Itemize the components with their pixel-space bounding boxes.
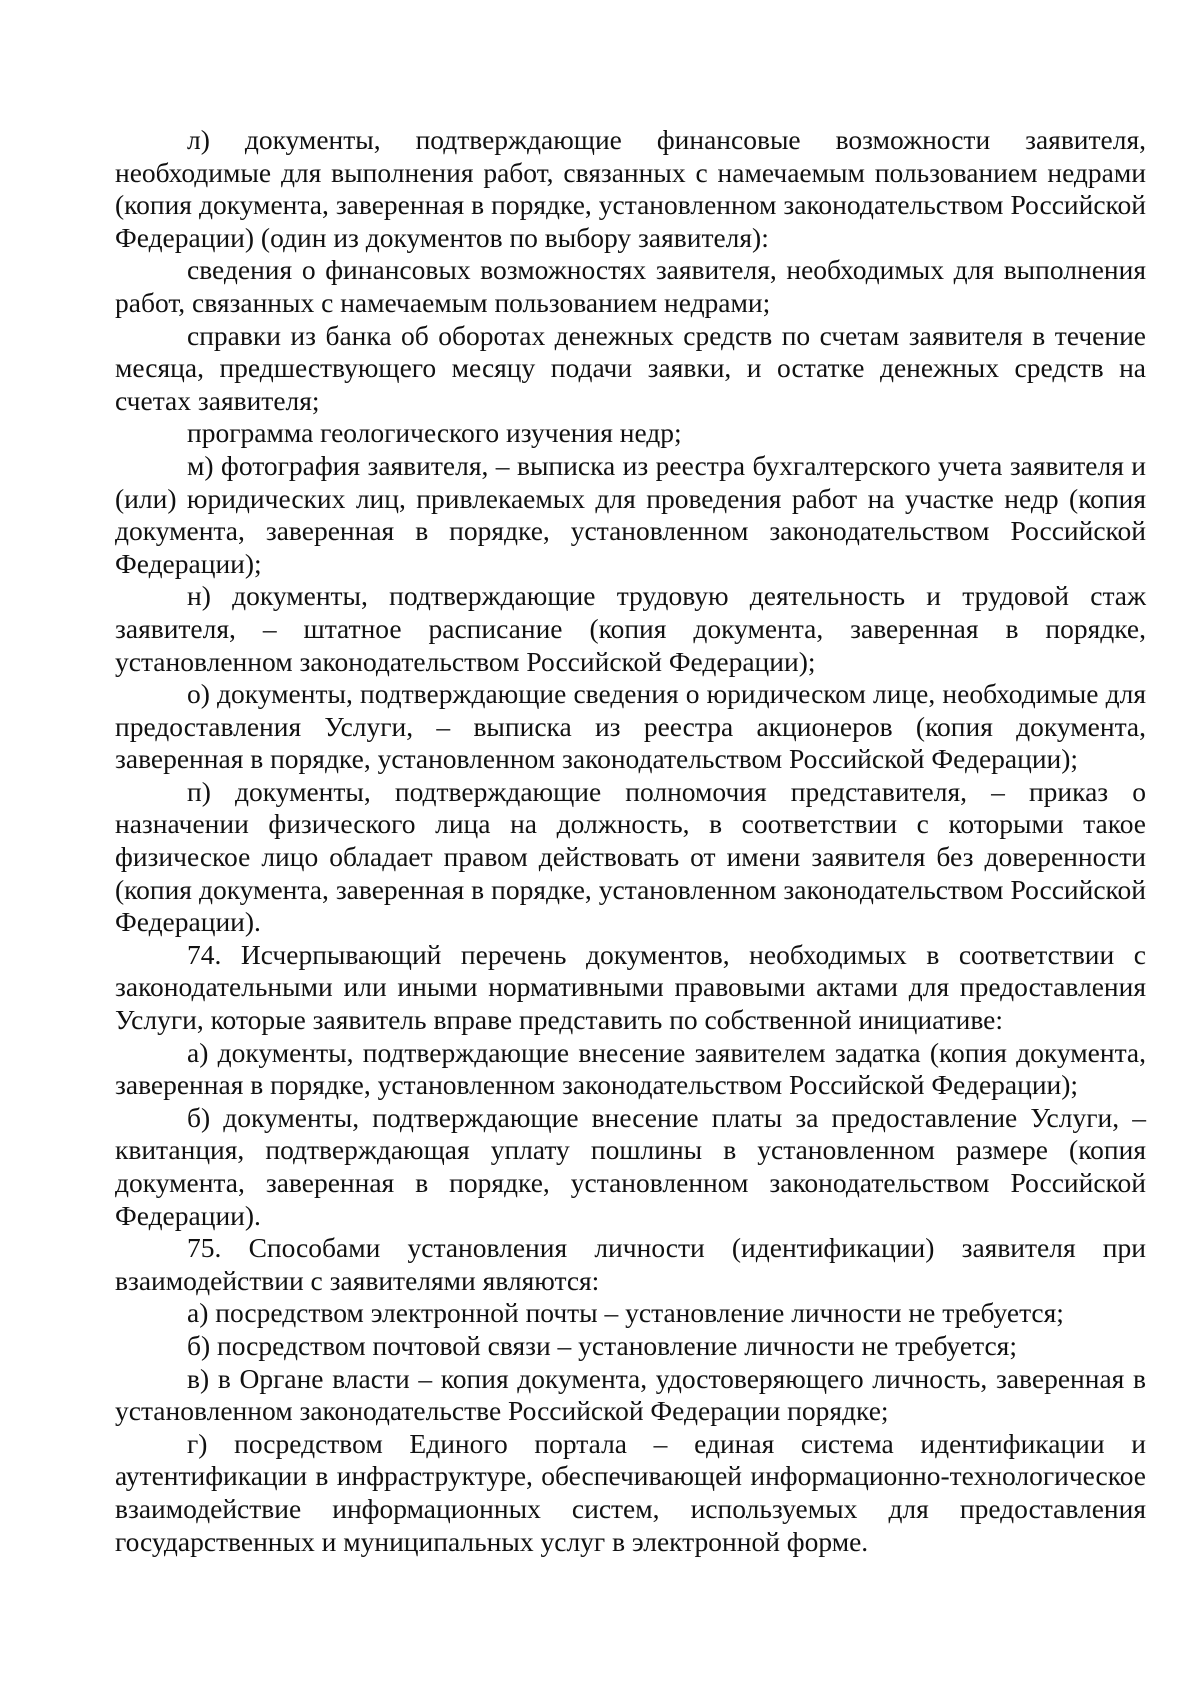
paragraph-g-portal: г) посредством Единого портала – единая система идентификации и аутентификации в инфраструктуре, обеспечивающей информационно-технологическое взаимодействие информационных систем, используемых для предоставления государственных и муниципальных услуг в электронной форме.	[115, 1427, 1146, 1557]
paragraph-l-financial-documents: л) документы, подтверждающие финансовые возможности заявителя, необходимые для выполнения работ, связанных с намечаемым пользованием недрами (копия документа, заверенная в порядке, установленном законодательством Российской Федерации) (один из документов по выбору заявителя):	[115, 124, 1146, 253]
paragraph-b-post: б) посредством почтовой связи – установление личности не требуется;	[187, 1329, 1017, 1361]
paragraph-v-authority-office: в) в Органе власти – копия документа, удостоверяющего личность, заверенная в установленном законодательстве Российской Федерации порядке;	[115, 1362, 1146, 1427]
paragraph-n-labor: н) документы, подтверждающие трудовую деятельность и трудовой стаж заявителя, – штатное расписание (копия документа, заверенная в порядке, установленном законодательством Российской Федерации);	[115, 580, 1146, 677]
document-body	[115, 124, 1146, 1558]
paragraph-p-authority: п) документы, подтверждающие полномочия представителя, – приказ о назначении физического лица на должность, в соответствии с которыми такое физическое лицо обладает правом действовать от имени заявителя без доверенности (копия документа, заверенная в порядке, установленном законодательством Российской Федерации).	[115, 775, 1146, 938]
paragraph-75-identification: 75. Способами установления личности (идентификации) заявителя при взаимодействии с заявителями являются:	[115, 1232, 1146, 1296]
paragraph-a-email: а) посредством электронной почты – установление личности не требуется;	[187, 1297, 1064, 1329]
paragraph-o-legal-entity: о) документы, подтверждающие сведения о юридическом лице, необходимые для предоставления Услуги, – выписка из реестра акционеров (копия документа, заверенная в порядке, установленном законодательством Российской Федерации);	[115, 678, 1146, 775]
paragraph-financial-info: сведения о финансовых возможностях заявителя, необходимых для выполнения работ, связанных с намечаемым пользованием недрами;	[115, 254, 1146, 318]
paragraph-geology-program: программа геологического изучения недр;	[187, 417, 682, 449]
paragraph-74-list: 74. Исчерпывающий перечень документов, необходимых в соответствии с законодательными или иными нормативными правовыми актами для предоставления Услуги, которые заявитель вправе представить по собственной инициативе:	[115, 938, 1146, 1036]
paragraph-bank-statements: справки из банка об оборотах денежных средств по счетам заявителя в течение месяца, предшествующего месяцу подачи заявки, и остатке денежных средств на счетах заявителя;	[115, 319, 1146, 416]
paragraph-m-photo: м) фотография заявителя, – выписка из реестра бухгалтерского учета заявителя и (или) юридических лиц, привлекаемых для проведения работ на участке недр (копия документа, заверенная в порядке, установленном законодательством Российской Федерации);	[115, 449, 1146, 579]
paragraph-a-deposit: а) документы, подтверждающие внесение заявителем задатка (копия документа, заверенная в порядке, установленном законодательством Российской Федерации);	[115, 1036, 1146, 1101]
paragraph-b-fee: б) документы, подтверждающие внесение платы за предоставление Услуги, – квитанция, подтверждающая уплату пошлины в установленном размере (копия документа, заверенная в порядке, установленном законодательством Российской Федерации).	[115, 1101, 1146, 1231]
